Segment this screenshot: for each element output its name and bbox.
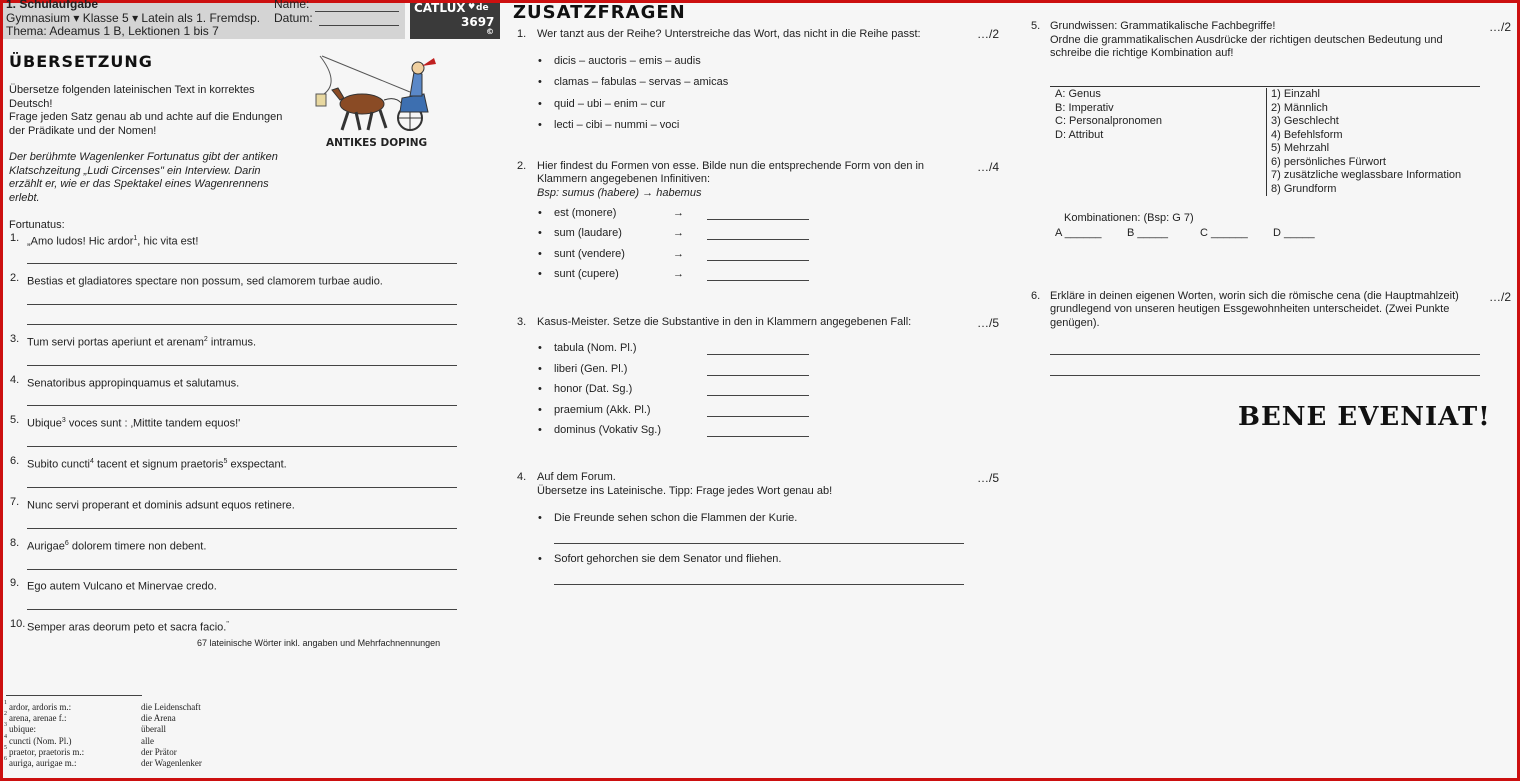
datum-field[interactable] (319, 25, 399, 26)
sentence-number: 10. (10, 618, 26, 630)
name-label: Name: (274, 0, 310, 11)
sentence-text (27, 272, 383, 289)
q6-number: 6. (1031, 290, 1041, 302)
meaning-item: 3) Geschlecht (1271, 115, 1339, 127)
q3-item: • dominus (Vokativ Sg.) (554, 424, 661, 438)
q3-item: • tabula (Nom. Pl.) (554, 342, 637, 356)
sentence-text (27, 455, 287, 472)
q3-number: 3. (517, 316, 527, 328)
footnote-latin: ardor, ardoris m.: (9, 702, 72, 712)
footnote-ref: 4 (89, 458, 94, 465)
footnote-number: 5 (4, 744, 7, 751)
q5-points: …/2 (1489, 20, 1512, 34)
answer-line[interactable] (27, 528, 457, 529)
meaning-item: 8) Grundform (1271, 182, 1337, 195)
sentence-number: 5. (10, 414, 20, 426)
footnote-german: überall (141, 724, 166, 735)
meaning-item: 1) Einzahl (1271, 88, 1320, 100)
meaning-item: 4) Befehlsform (1271, 128, 1343, 141)
q4-text-line2: Übersetze ins Lateinische. Tipp: Frage jedes Wort genau ab! (537, 485, 833, 497)
meaning-item: 5) Mehrzahl (1271, 142, 1330, 154)
answer-blank[interactable] (707, 260, 809, 261)
q1-item[interactable]: • dicis – auctoris – emis – audis (554, 55, 701, 69)
term-item: A: Genus (1055, 88, 1101, 100)
sentence-number: 7. (10, 496, 20, 508)
answer-blank[interactable] (707, 280, 809, 281)
answer-line[interactable] (27, 365, 457, 366)
logo-heart-icon: ♥ (468, 2, 476, 11)
sentence-text (27, 374, 239, 391)
sentence-text (27, 618, 229, 635)
answer-line[interactable] (27, 487, 457, 488)
footnote-german: die Arena (141, 713, 176, 724)
sentence-part: Bestias et gladiatores spectare non possum, sed clamorem turbae audio. (27, 275, 383, 288)
meaning-item: 2) Männlich (1271, 101, 1328, 114)
q2-item: • est (monere) (554, 207, 616, 221)
q6-text-line2: grundlegend von unseren heutigen Essgewohnheiten unterscheidet. (Zwei Punkte (1050, 303, 1450, 315)
arrow-icon: → (673, 227, 684, 240)
q2-number: 2. (517, 160, 527, 172)
sentence-part: voces sunt : ‚Mittite tandem equos!' (65, 417, 241, 430)
matching-divider (1266, 88, 1267, 196)
answer-blank[interactable] (707, 436, 809, 437)
q5-text-line2: Ordne die grammatikalischen Ausdrücke der richtigen deutschen Bedeutung und (1050, 34, 1443, 46)
answer-line[interactable] (554, 584, 964, 585)
answer-line[interactable] (554, 543, 964, 544)
q1-item[interactable]: • lecti – cibi – nummi – voci (554, 119, 679, 133)
answer-blank[interactable] (707, 219, 809, 220)
footnote-number: 4 (4, 733, 7, 740)
section-title-uebersetzung: ÜBERSETZUNG (9, 52, 153, 71)
sentence-part: Ego autem Vulcano et Minervae credo. (27, 580, 217, 593)
q3-item: • liberi (Gen. Pl.) (554, 363, 627, 377)
sentence-number: 3. (10, 333, 20, 345)
copyright-icon: © (486, 27, 494, 36)
school-info: Gymnasium ▾ Klasse 5 ▾ Latein als 1. Fremdsp. (6, 11, 261, 25)
chariot-illustration (310, 52, 460, 140)
publisher-logo (410, 3, 500, 39)
sentence-number: 2. (10, 272, 20, 284)
name-field[interactable] (315, 11, 399, 12)
q2-example: Bsp: sumus (habere) → habemus (537, 187, 702, 199)
footnote-ref: 1 (133, 235, 138, 242)
answer-blank[interactable] (707, 395, 809, 396)
combination-field[interactable]: B _____ (1127, 227, 1168, 239)
answer-line[interactable] (27, 405, 457, 406)
sentence-text (27, 414, 240, 431)
logo-brand: CATLUX (414, 1, 466, 15)
answer-line[interactable] (27, 569, 457, 570)
topic-line: Thema: Adeamus 1 B, Lektionen 1 bis 7 (6, 24, 219, 38)
answer-line[interactable] (27, 324, 457, 325)
q1-item[interactable]: • quid – ubi – enim – cur (554, 98, 665, 112)
footnote-number: 3 (4, 722, 7, 729)
q1-points: …/2 (977, 27, 1000, 41)
q1-text: Wer tanzt aus der Reihe? Unterstreiche das Wort, das nicht in die Reihe passt: (537, 28, 921, 40)
closing-wish: BENE EVENIAT! (1238, 402, 1491, 432)
footnote-number: 1 (4, 700, 7, 706)
footnote-latin: cuncti (Nom. Pl.) (9, 735, 72, 746)
arrow-icon: → (673, 247, 684, 260)
sentence-number: 1. (10, 232, 20, 244)
sentence-text (27, 577, 217, 594)
exam-title: 1. Schulaufgabe (6, 0, 99, 11)
combination-label: Kombinationen: (Bsp: G 7) (1064, 212, 1194, 224)
sentence-text (27, 333, 256, 350)
image-caption: ANTIKES DOPING (326, 137, 428, 149)
answer-line[interactable] (27, 304, 457, 305)
logo-number: 3697 (461, 15, 495, 29)
sentence-number: 9. (10, 577, 20, 589)
answer-line[interactable] (27, 446, 457, 447)
term-item: B: Imperativ (1055, 101, 1114, 114)
intro-line: Übersetze folgenden lateinischen Text in korrektes (9, 84, 255, 96)
sentence-part: intramus. (207, 336, 257, 349)
sentence-part: „Amo ludos! Hic ardor (27, 235, 134, 248)
sentence-part: Senatoribus appropinquamus et salutamus. (27, 377, 240, 390)
q5-number: 5. (1031, 20, 1041, 32)
q2-text-line2: Klammern angegebenen Infinitiven: (537, 173, 711, 185)
speaker-label: Fortunatus: (9, 219, 65, 231)
answer-blank[interactable] (707, 354, 809, 355)
word-count-note: 67 lateinische Wörter inkl. angaben und Mehrfachnennungen (197, 638, 441, 648)
footnote-ref: 2 (203, 336, 208, 343)
intro-line: Deutsch! (9, 97, 53, 110)
combination-field[interactable]: A ______ (1055, 227, 1102, 239)
term-item: D: Attribut (1055, 128, 1104, 141)
story-line: erzählt er, wie er das Spektakel eines Wagenrennens (9, 178, 269, 190)
q3-item: • praemium (Akk. Pl.) (554, 404, 651, 418)
section-title-zusatzfragen: ZUSATZFRAGEN (513, 2, 686, 23)
term-item: C: Personalpronomen (1055, 115, 1163, 127)
q4-points: …/5 (977, 471, 1000, 485)
arrow-icon: → (673, 267, 684, 280)
story-text (9, 151, 278, 205)
sentence-part: Semper aras deorum peto et sacra facio. (27, 621, 227, 634)
sentence-text (27, 232, 198, 249)
q4-item: • Sofort gehorchen sie dem Senator und fliehen. (554, 553, 781, 567)
answer-blank[interactable] (707, 239, 809, 240)
q3-points: …/5 (977, 316, 1000, 330)
matching-table (1050, 86, 1480, 87)
answer-line[interactable] (27, 263, 457, 264)
footnote-ref: " (226, 621, 229, 628)
q6-text-line3: genügen). (1050, 317, 1100, 329)
q4-item: • Die Freunde sehen schon die Flammen der Kurie. (554, 512, 797, 526)
q6-text-line1: Erkläre in deinen eigenen Worten, worin sich die römische cena (die Hauptmahlzeit) (1050, 290, 1459, 302)
sentence-text (27, 537, 206, 554)
footnote-number: 2 (4, 711, 7, 718)
q1-number: 1. (517, 28, 527, 40)
footnote-german: alle (141, 735, 154, 746)
meaning-item: 6) persönliches Fürwort (1271, 155, 1386, 168)
footnote-german: die Leidenschaft (141, 702, 201, 712)
footnote-separator (6, 695, 142, 696)
sentence-part: Tum servi portas aperiunt et arenam (27, 336, 204, 349)
sentence-number: 4. (10, 374, 20, 386)
footnote-latin: praetor, praetoris m.: (9, 746, 85, 757)
footnote-german: der Wagenlenker (141, 758, 202, 768)
sentence-text (27, 496, 295, 513)
footnote-latin: arena, arenae f.: (9, 713, 67, 724)
sentence-part: Aurigae (27, 540, 65, 553)
sentence-part: Nunc servi properant et dominis adsunt equos retinere. (27, 499, 295, 512)
q6-points: …/2 (1489, 290, 1512, 304)
answer-line[interactable] (1050, 354, 1480, 355)
intro-line: der Prädikate und der Nomen! (9, 124, 157, 137)
story-line: Der berühmte Wagenlenker Fortunatus gibt der antiken (9, 151, 278, 163)
story-line: Klatschzeitung „Ludi Circenses" ein Interview. Darin (9, 164, 261, 177)
footnote-number: 6 (4, 756, 7, 762)
intro-line: Frage jeden Satz genau ab und achte auf die Endungen (9, 111, 283, 123)
footnote-german: der Prätor (141, 746, 177, 757)
q2-item: • sunt (cupere) (554, 268, 619, 282)
q2-item: • sum (laudare) (554, 227, 622, 241)
header-box (3, 0, 405, 39)
story-line: erlebt. (9, 191, 40, 204)
sentence-number: 8. (10, 537, 20, 549)
sentence-number: 6. (10, 455, 20, 467)
footnote-ref: 5 (223, 458, 228, 465)
q4-number: 4. (517, 471, 527, 483)
q3-item: • honor (Dat. Sg.) (554, 383, 632, 397)
sentence-part: tacent et signum praetoris (93, 458, 224, 471)
footnote-latin: ubique: (9, 724, 36, 735)
sentence-part: Ubique (27, 417, 62, 430)
footnote-ref: 3 (61, 417, 66, 424)
q4-text-line1: Auf dem Forum. (537, 471, 616, 483)
footnote-latin: auriga, aurigae m.: (9, 758, 77, 768)
q2-item: • sunt (vendere) (554, 248, 625, 262)
q2-points: …/4 (977, 160, 1000, 174)
footnote-ref: 6 (64, 540, 69, 547)
answer-blank[interactable] (707, 416, 809, 417)
q3-text: Kasus-Meister. Setze die Substantive in den in Klammern angegebenen Fall: (537, 316, 912, 328)
logo-tld: de (476, 3, 489, 13)
sentence-part: dolorem timere non debent. (68, 540, 207, 553)
intro-text (9, 84, 282, 138)
datum-label: Datum: (274, 11, 313, 25)
sentence-part: exspectant. (227, 458, 287, 471)
arrow-icon: → (673, 207, 684, 219)
q5-text-line3: schreibe die richtige Kombination auf! (1050, 47, 1234, 59)
meaning-item: 7) zusätzliche weglassbare Information (1271, 169, 1462, 181)
answer-line[interactable] (27, 609, 457, 610)
combination-field[interactable]: C ______ (1200, 227, 1248, 239)
q5-text-line1: Grundwissen: Grammatikalische Fachbegriffe! (1050, 20, 1276, 32)
sentence-part: Subito cuncti (27, 458, 90, 471)
answer-blank[interactable] (707, 375, 809, 376)
sentence-part: , hic vita est! (137, 235, 199, 248)
combination-field[interactable]: D _____ (1273, 227, 1315, 239)
q1-item[interactable]: • clamas – fabulas – servas – amicas (554, 76, 728, 90)
q2-text-line1: Hier findest du Formen von esse. Bilde nun die entsprechende Form von den in (537, 160, 925, 172)
answer-line[interactable] (1050, 375, 1480, 376)
